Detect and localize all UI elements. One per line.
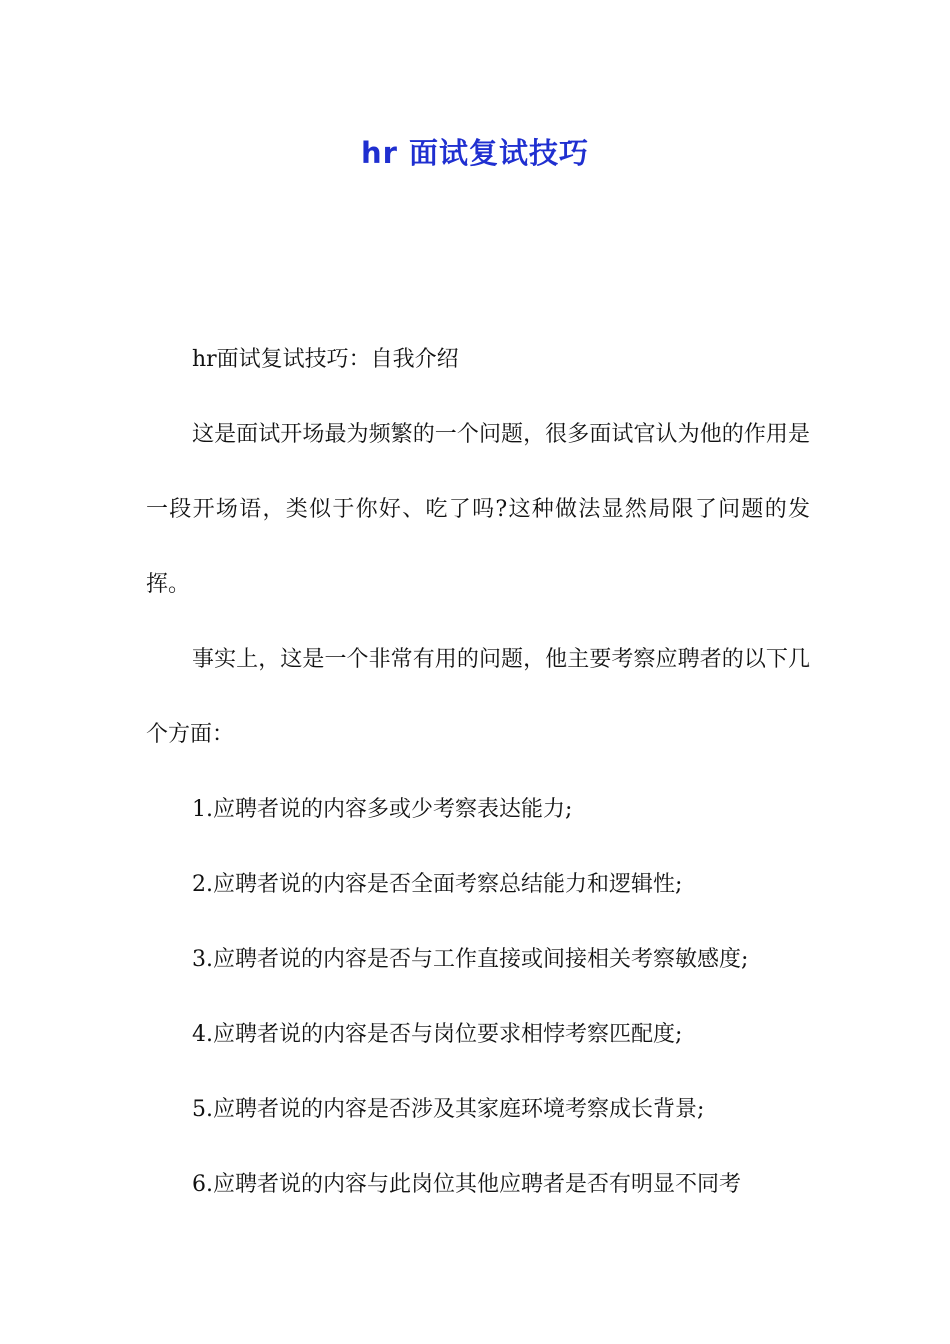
list-item: 4.应聘者说的内容是否与岗位要求相悖考察匹配度; [192, 1022, 683, 1047]
list-item: 3.应聘者说的内容是否与工作直接或间接相关考察敏感度; [192, 947, 749, 972]
paragraph: 事实上，这是一个非常有用的问题，他主要考察应聘者的以下几个方面： [146, 647, 810, 747]
list-item: 2.应聘者说的内容是否全面考察总结能力和逻辑性; [192, 872, 683, 897]
paragraph: 这是面试开场最为频繁的一个问题，很多面试官认为他的作用是一段开场语，类似于你好、吃了吗?这种做法显然局限了问题的发挥。 [146, 422, 810, 597]
page-title: hr 面试复试技巧 [360, 136, 590, 170]
list-item: 5.应聘者说的内容是否涉及其家庭环境考察成长背景; [192, 1097, 705, 1122]
list-item: 1.应聘者说的内容多或少考察表达能力; [192, 797, 573, 822]
list-item: 6.应聘者说的内容与此岗位其他应聘者是否有明显不同考 [192, 1172, 741, 1197]
document-body [146, 322, 810, 1222]
paragraph-heading: hr面试复试技巧：自我介绍 [192, 347, 459, 372]
